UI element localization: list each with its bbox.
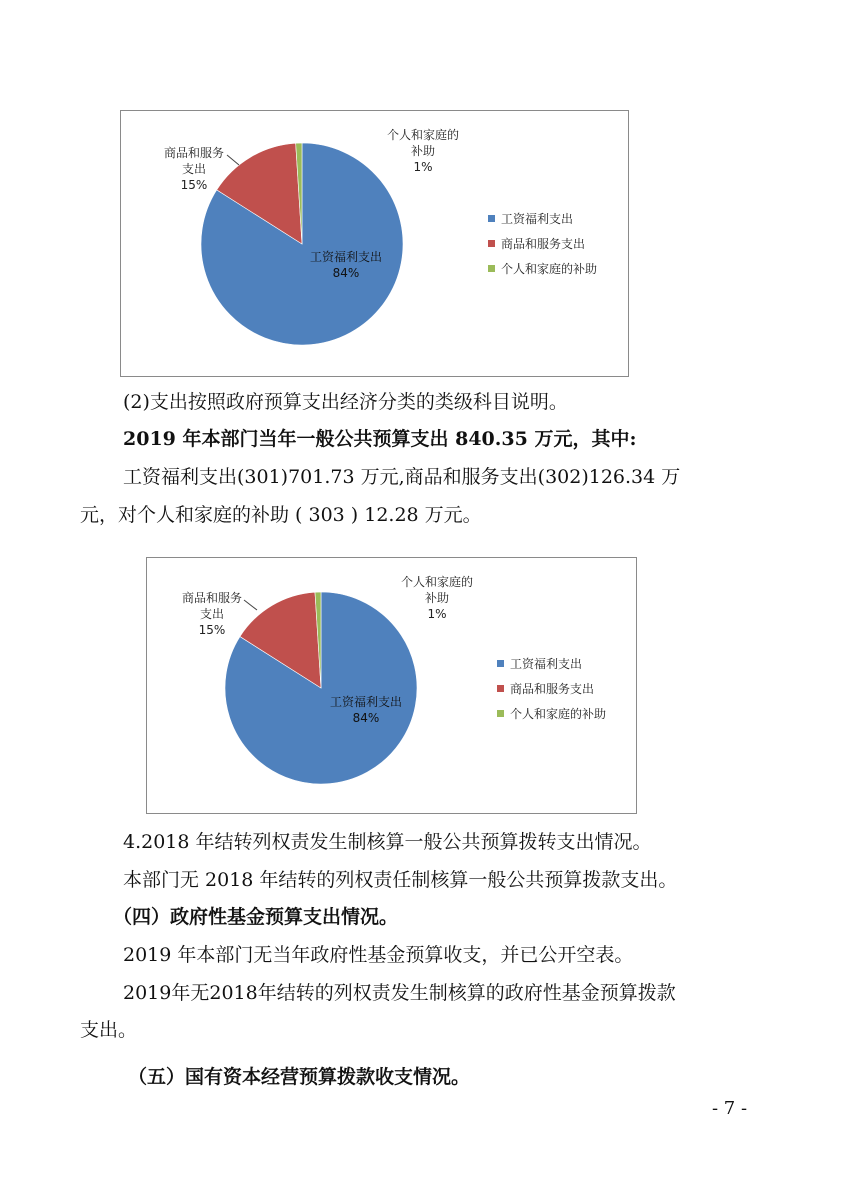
legend-swatch: [488, 265, 495, 272]
paragraph-expenditure-class: (2)支出按照政府预算支出经济分类的类级科目说明。: [123, 391, 568, 413]
legend-item-household: 个人和家庭的补助: [488, 256, 597, 281]
legend-swatch: [488, 215, 495, 222]
legend-swatch: [497, 710, 504, 717]
paragraph-2018-carryover: 4.2018 年结转列权责发生制核算一般公共预算拨转支出情况。: [123, 831, 652, 853]
legend-item-services: 商品和服务支出: [497, 676, 606, 701]
paragraph-fund-carryover-2: 支出。: [80, 1019, 138, 1041]
slice-label-services: 商品和服务 支出 15%: [163, 146, 224, 192]
pie-chart-2: [146, 557, 637, 814]
paragraph-no-carryover: 本部门无 2018 年结转的列权责任制核算一般公共预算拨款支出。: [123, 869, 678, 891]
section-heading-4: （四）政府性基金预算支出情况。: [113, 906, 399, 928]
chart-legend-1: [488, 206, 597, 281]
legend-item-household: 个人和家庭的补助: [497, 701, 606, 726]
slice-label-services: 商品和服务 支出 15%: [181, 591, 242, 637]
chart-legend-2: [497, 651, 606, 726]
slice-label-wages: 工资福利支出 84%: [329, 695, 402, 725]
legend-swatch: [497, 660, 504, 667]
pie-chart-1: [120, 110, 629, 377]
paragraph-fund-carryover-1: 2019年无2018年结转的列权责发生制核算的政府性基金预算拨款: [123, 982, 676, 1004]
paragraph-breakdown-2: 元，对个人和家庭的补助 ( 303 ) 12.28 万元。: [80, 504, 482, 526]
legend-item-wages: 工资福利支出: [488, 206, 597, 231]
legend-item-wages: 工资福利支出: [497, 651, 606, 676]
legend-item-services: 商品和服务支出: [488, 231, 597, 256]
paragraph-fund-budget: 2019 年本部门无当年政府性基金预算收支，并已公开空表。: [123, 944, 634, 966]
page-number: - 7 -: [712, 1098, 748, 1119]
legend-swatch: [497, 685, 504, 692]
slice-label-wages: 工资福利支出 84%: [309, 250, 382, 280]
slice-label-household: 个人和家庭的 补助 1%: [386, 128, 459, 174]
paragraph-breakdown-1: 工资福利支出(301)701.73 万元,商品和服务支出(302)126.34 万: [123, 466, 681, 488]
slice-label-household: 个人和家庭的 补助 1%: [400, 575, 473, 621]
section-heading-5: （五）国有资本经营预算拨款收支情况。: [128, 1066, 471, 1088]
legend-swatch: [488, 240, 495, 247]
paragraph-total-expenditure: 2019 年本部门当年一般公共预算支出 840.35 万元，其中:: [123, 428, 637, 450]
